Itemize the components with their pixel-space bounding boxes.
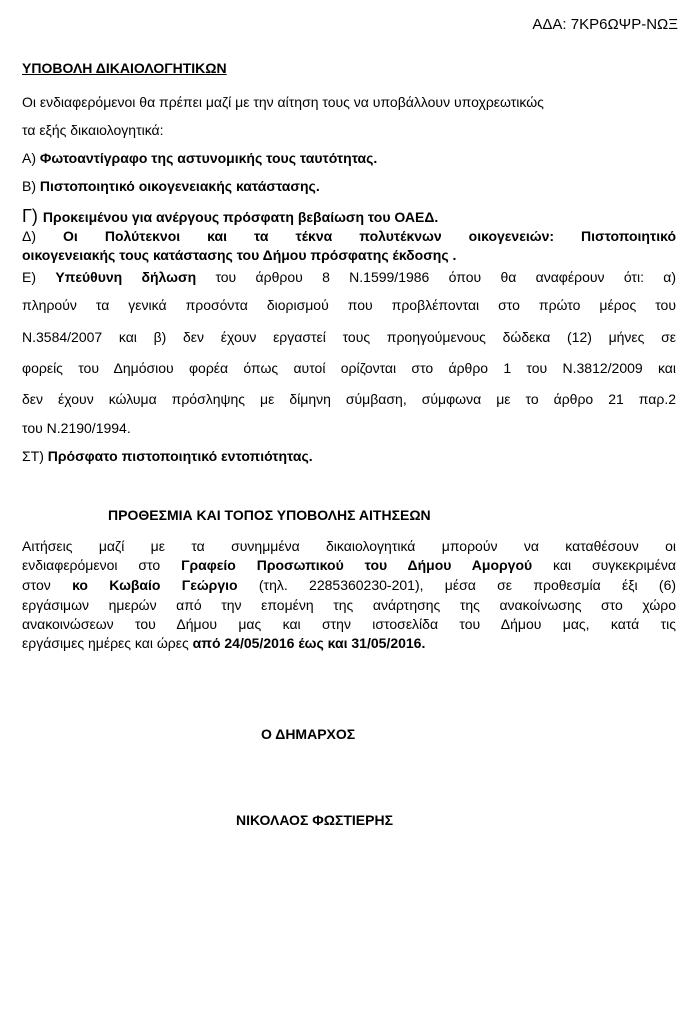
section-heading-documents: ΥΠΟΒΟΛΗ ΔΙΚΑΙΟΛΟΓΗΤΙΚΩΝ: [22, 60, 227, 76]
list-text: Οι Πολύτεκνοι και τα τέκνα πολυτέκνων οικογενειών: Πιστοποιητικό: [63, 228, 676, 244]
intro-line-2: τα εξής δικαιολογητικά:: [22, 122, 164, 138]
paragraph-line: [22, 635, 425, 651]
list-prefix: Β): [22, 178, 40, 194]
list-text: Πρόσφατο πιστοποιητικό εντοπιότητας.: [47, 448, 313, 464]
paragraph-line: [22, 577, 676, 593]
list-text: Προκειμένου για ανέργους πρόσφατη βεβαίωση του ΟΑΕΔ.: [42, 209, 439, 225]
section-heading-deadline: ΠΡΟΘΕΣΜΙΑ ΚΑΙ ΤΟΠΟΣ ΥΠΟΒΟΛΗΣ ΑΙΤΗΣΕΩΝ: [108, 507, 431, 523]
list-item-e-line4: φορείς του Δημόσιου φορέα όπως αυτοί ορίζονται στο άρθρο 1 του Ν.3812/2009 και: [22, 360, 676, 376]
paragraph-line: Αιτήσεις μαζί με τα συνημμένα δικαιολογητικά μπορούν να καταθέσουν οι: [22, 538, 676, 554]
intro-line-1: Οι ενδιαφερόμενοι θα πρέπει μαζί με την αίτηση τους να υποβάλλουν υποχρεωτικώς: [22, 94, 544, 110]
list-item-e-line2: πληρούν τα γενικά προσόντα διορισμού που προβλέπονται στο πρώτο μέρος του: [22, 297, 676, 313]
list-item-b: [22, 178, 320, 194]
list-text-bold: Υπεύθυνη δήλωση: [55, 269, 197, 285]
list-item-e-line3: Ν.3584/2007 και β) δεν έχουν εργαστεί τους προηγούμενους δώδεκα (12) μήνες σε: [22, 329, 676, 345]
list-item-a: [22, 150, 377, 166]
text-run: (τηλ. 2285360230-201), μέσα σε προθεσμία έξι (6): [237, 577, 677, 593]
list-prefix: Ε): [22, 269, 56, 285]
list-prefix: Γ): [22, 206, 43, 226]
list-item-c: [22, 206, 438, 227]
text-run: ενδιαφερόμενοι στο: [22, 557, 182, 573]
paragraph-line: [22, 557, 676, 573]
date-range: από 24/05/2016 έως και 31/05/2016.: [192, 635, 426, 651]
paragraph-line: εργάσιμων ημερών από την επομένη της ανάρτησης της ανακοίνωσης στο χώρο: [22, 597, 676, 613]
list-item-st: [22, 448, 313, 464]
ada-code: ΑΔΑ: 7ΚΡ6ΩΨΡ-ΝΩΞ: [532, 16, 678, 33]
text-run: εργάσιμες ημέρες και ώρες: [22, 635, 193, 651]
text-run: και συγκεκριμένα: [532, 557, 676, 573]
office-name: Γραφείο Προσωπικού του Δήμου Αμοργού: [181, 557, 533, 573]
list-item-e-line1: [22, 269, 676, 285]
contact-name: κο Κωβαίο Γεώργιο: [72, 577, 238, 593]
list-text: του άρθρου 8 Ν.1599/1986 όπου θα αναφέρουν ότι: α): [196, 269, 677, 285]
list-item-e-line5: δεν έχουν κώλυμα πρόσληψης με δίμηνη σύμβαση, σύμφωνα με το άρθρο 21 παρ.2: [22, 391, 676, 407]
list-text: Φωτοαντίγραφο της αστυνομικής τους ταυτότητας.: [39, 150, 378, 166]
list-item-d-line1: [22, 228, 676, 244]
list-prefix: ΣΤ): [22, 448, 48, 464]
signature-name: ΝΙΚΟΛΑΟΣ ΦΩΣΤΙΕΡΗΣ: [236, 812, 393, 828]
paragraph-line: ανακοινώσεων του Δήμου μας και στην ιστοσελίδα του Δήμου μας, κατά τις: [22, 616, 676, 632]
text-run: στον: [22, 577, 73, 593]
list-prefix: Δ): [22, 228, 64, 244]
list-item-d-line2: οικογενειακής τους κατάστασης του Δήμου πρόσφατης έκδοσης .: [22, 247, 457, 263]
list-item-e-line6: του Ν.2190/1994.: [22, 420, 131, 436]
signature-title: Ο ΔΗΜΑΡΧΟΣ: [261, 726, 356, 742]
list-prefix: Α): [22, 150, 40, 166]
list-text: Πιστοποιητικό οικογενειακής κατάστασης.: [39, 178, 320, 194]
